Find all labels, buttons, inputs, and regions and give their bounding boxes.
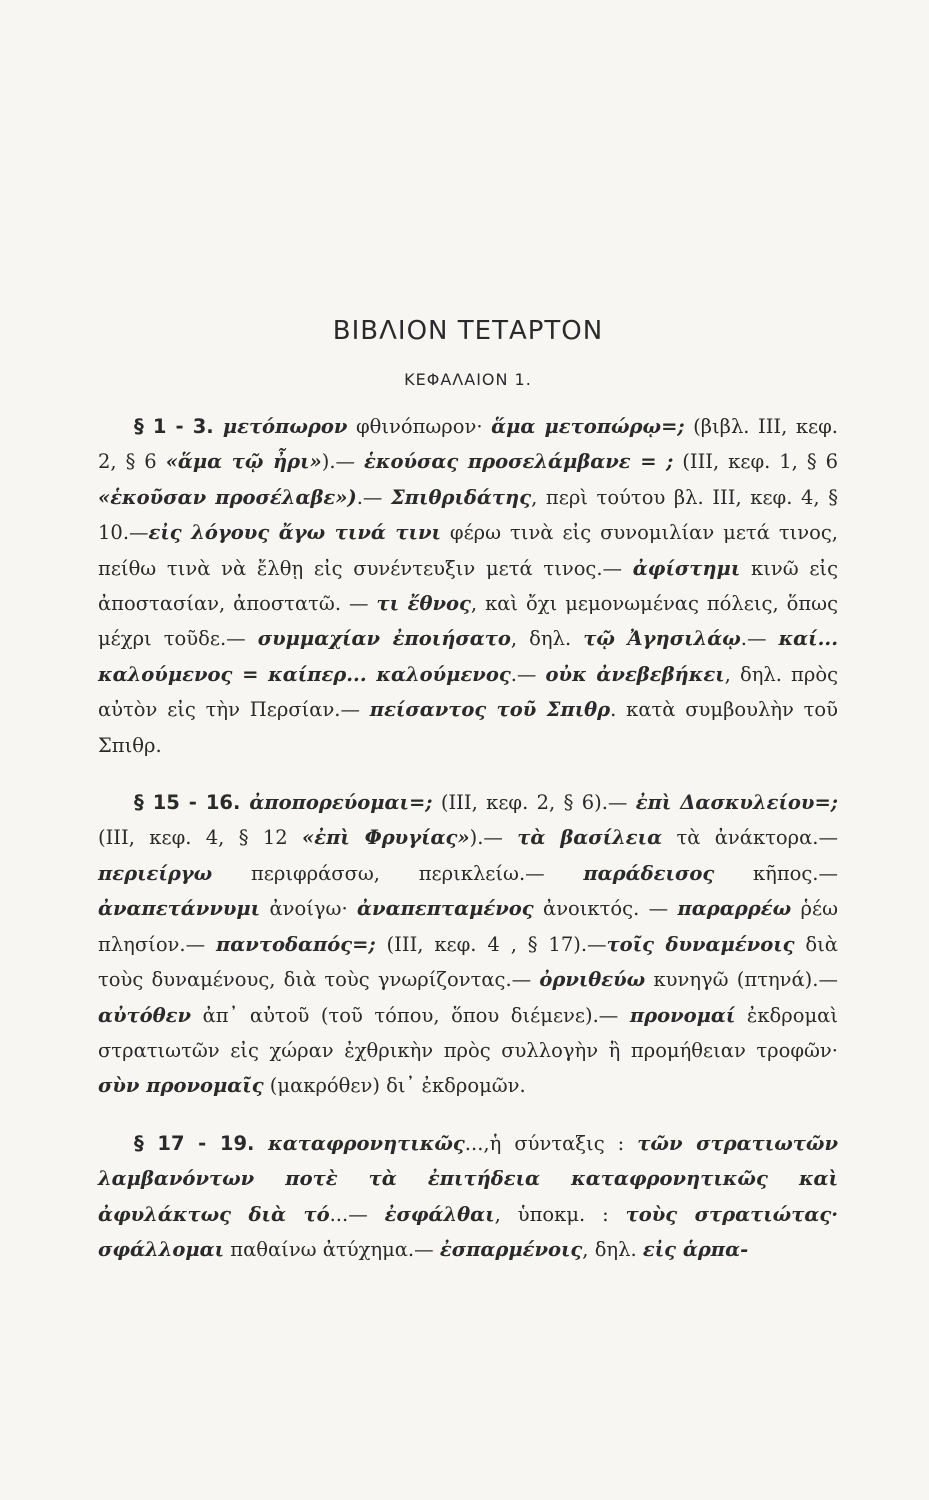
gloss-text: (μακρόθεν) δι᾽ ἐκδρομῶν. bbox=[263, 1074, 526, 1098]
lemma-term: ἑκούσας προσελάμβανε = ; bbox=[364, 450, 674, 474]
lemma-term: τῶν στρατιωτῶν λαμβανόντων ποτὲ τὰ ἐπιτήδεια καταφρονητικῶς καὶ ἀφυλάκτως διὰ τό bbox=[98, 1131, 838, 1226]
section-marker: § 17 - 19. bbox=[134, 1131, 269, 1155]
section-marker: § 15 - 16. bbox=[134, 791, 250, 815]
gloss-text: , δηλ. bbox=[582, 1237, 643, 1261]
lemma-term: τοῖς δυναμένοις bbox=[606, 932, 795, 956]
gloss-text: .— bbox=[740, 627, 779, 651]
lemma-term: οὐκ ἀνεβεβήκει bbox=[545, 662, 725, 686]
lemma-term: συμμαχίαν ἐποιήσατο bbox=[257, 627, 511, 651]
gloss-text: , περὶ τούτου βλ. III, κεφ. 4, § 10.— bbox=[98, 485, 838, 545]
gloss-text: ...,ἡ σύνταξις : bbox=[464, 1131, 638, 1155]
lemma-term: παραρρέω bbox=[677, 897, 792, 921]
lemma-term: ἀναπετάννυμι bbox=[98, 897, 261, 921]
lemma-term: καταφρονητικῶς bbox=[268, 1131, 465, 1155]
lemma-term: αὐτόθεν bbox=[98, 1003, 192, 1027]
gloss-text: ).— bbox=[321, 450, 365, 474]
lemma-term: ἐσπαρμένοις bbox=[439, 1237, 583, 1261]
gloss-text: περιφράσσω, περικλείω.— bbox=[212, 861, 584, 885]
book-title: ΒΙΒΛΙΟΝ ΤΕΤΑΡΤΟΝ bbox=[332, 316, 604, 346]
gloss-text: (III, κεφ. 1, § 6 bbox=[673, 450, 838, 474]
lemma-term: παράδεισος bbox=[583, 861, 715, 885]
gloss-text: τὰ ἀνάκτορα.— bbox=[662, 826, 839, 850]
lemma-term: παντοδαπός=; bbox=[216, 932, 376, 956]
lemma-term: περιείργω bbox=[98, 861, 213, 885]
gloss-text: (βιβλ. III, κεφ. 2, § 6 bbox=[98, 415, 838, 474]
gloss-text: ἀνοίγω· bbox=[260, 897, 358, 921]
commentary-paragraph bbox=[98, 409, 838, 763]
gloss-text: .— bbox=[510, 662, 546, 686]
gloss-text: (III, κεφ. 4, § 12 bbox=[98, 826, 303, 850]
lemma-term: ἐπὶ Δασκυλείου=; bbox=[635, 791, 839, 815]
lemma-term: σὺν προνομαῖς bbox=[98, 1074, 264, 1098]
lemma-term: ἀποπορεύομαι=; bbox=[249, 791, 433, 815]
section-marker: § 1 - 3. bbox=[134, 415, 223, 438]
gloss-text: φέρω τινὰ εἰς συνομιλίαν μετά τινος, πείθω τινὰ νὰ ἔλθῃ εἰς συνέντευξιν μετά τινος.— bbox=[98, 521, 839, 580]
lemma-term: «ἐπὶ Φρυγίας» bbox=[302, 826, 470, 850]
gloss-text: , καὶ ὄχι μεμονωμένας πόλεις, ὅπως μέχρι τοῦδε.— bbox=[98, 592, 838, 651]
gloss-text: ).— bbox=[469, 826, 518, 850]
lemma-term: ἅμα μετοπώρῳ=; bbox=[491, 415, 685, 438]
gloss-text: παθαίνω ἀτύχημα.— bbox=[224, 1237, 440, 1261]
lemma-term: μετόπωρον bbox=[222, 415, 348, 438]
lemma-term: τῷ Ἀγησιλάῳ bbox=[583, 627, 741, 651]
lemma-term: τὰ βασίλεια bbox=[517, 826, 663, 850]
lemma-term: τοὺς στρατιώτας· σφάλλομαι bbox=[98, 1202, 839, 1261]
gloss-text: (III, κεφ. 2, § 6).— bbox=[432, 791, 636, 815]
bleed-through-text bbox=[98, 90, 838, 150]
lemma-term: καί... καλούμενος = καίπερ... καλούμενος bbox=[98, 627, 838, 686]
gloss-text: ἀνοικτός. — bbox=[533, 897, 678, 921]
gloss-text: κυνηγῶ (πτηνά).— bbox=[645, 968, 838, 992]
gloss-text: κῆπος.— bbox=[714, 861, 838, 885]
gloss-text: , δηλ. πρὸς αὐτὸν εἰς τὴν Περσίαν.— bbox=[98, 662, 838, 722]
commentary-paragraph bbox=[98, 785, 838, 1104]
lemma-term: «ἅμα τῷ ἦρι» bbox=[165, 450, 322, 474]
gloss-text: , δηλ. bbox=[510, 627, 584, 651]
lemma-term: εἰς ἁρπα- bbox=[642, 1237, 749, 1261]
gloss-text: . κατὰ συμβουλὴν τοῦ Σπιθρ. bbox=[98, 698, 839, 757]
gloss-text: ἀπ᾽ αὐτοῦ (τοῦ τόπου, ὅπου διέμενε).— bbox=[191, 1003, 630, 1027]
commentary-paragraph bbox=[98, 1126, 838, 1268]
gloss-text: .— bbox=[356, 485, 391, 509]
page-content bbox=[98, 300, 838, 1289]
lemma-term: ἀφίστημι bbox=[632, 556, 741, 580]
lemma-term: τι ἔθνος bbox=[376, 592, 471, 616]
lemma-term: ἐσφάλθαι bbox=[384, 1202, 495, 1226]
lemma-term: εἰς λόγους ἄγω τινά τινι bbox=[148, 521, 441, 545]
gloss-text: , ὑποκμ. : bbox=[494, 1202, 626, 1226]
lemma-term: ὀρνιθεύω bbox=[539, 968, 646, 992]
gloss-text: κινῶ εἰς ἀποστασίαν, ἀποστατῶ. — bbox=[98, 556, 839, 616]
gloss-text: φθινόπωρον· bbox=[347, 415, 492, 438]
lemma-term: ἀναπεπταμένος bbox=[357, 897, 534, 921]
lemma-term: Σπιθριδάτης bbox=[391, 485, 532, 509]
gloss-text: (III, κεφ. 4 , § 17).— bbox=[375, 932, 607, 956]
gloss-text: ἐκδρομαὶ στρατιωτῶν εἰς χώραν ἐχθρικὴν πρὸς συλλογὴν ἢ προμήθειαν τροφῶν· bbox=[98, 1003, 838, 1062]
chapter-heading: ΚΕΦΑΛΑΙΟΝ 1. bbox=[404, 370, 532, 389]
gloss-text: ...— bbox=[329, 1202, 385, 1226]
lemma-term: πείσαντος τοῦ Σπιθρ bbox=[369, 698, 611, 722]
lemma-term: «ἑκοῦσαν προσέλαβε») bbox=[98, 485, 357, 509]
commentary-body bbox=[98, 409, 838, 1267]
lemma-term: προνομαί bbox=[629, 1003, 736, 1027]
gloss-text: ῥέω πλησίον.— bbox=[98, 897, 839, 956]
gloss-text: διὰ τοὺς δυναμένους, διὰ τοὺς γνωρίζοντας.— bbox=[98, 932, 838, 992]
